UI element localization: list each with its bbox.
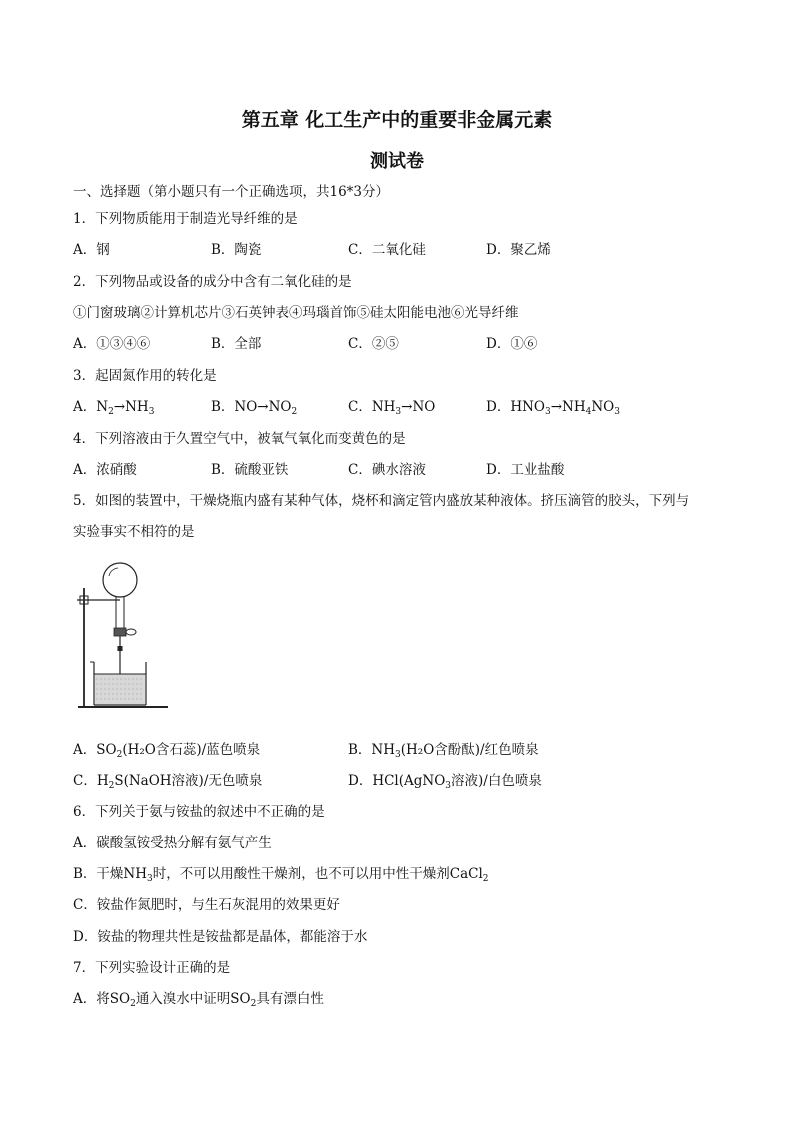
- question-1-stem: 1．下列物质能用于制造光导纤维的是: [73, 211, 298, 227]
- question-6-stem: 6．下列关于氨与铵盐的叙述中不正确的是: [73, 804, 325, 820]
- fountain-apparatus-figure: [74, 560, 174, 710]
- q1-option-b: B．陶瓷: [211, 242, 262, 258]
- q5-option-c: C．$H_2S(NaOH$溶液)/无色喷泉: [73, 773, 263, 791]
- q2-option-c: C．②⑤: [348, 336, 399, 352]
- q6-option-d: D．铵盐的物理共性是铵盐都是晶体，都能溶于水: [73, 929, 368, 945]
- question-3-stem: 3．起固氮作用的转化是: [73, 368, 217, 384]
- q2-option-d: D．①⑥: [486, 336, 538, 352]
- q6-option-a: A．碳酸氢铵受热分解有氨气产生: [73, 835, 272, 851]
- q1-option-a: A．钢: [73, 242, 110, 258]
- chapter-title: 第五章 化工生产中的重要非金属元素: [241, 109, 553, 131]
- test-subtitle: 测试卷: [370, 151, 424, 172]
- question-7-stem: 7．下列实验设计正确的是: [73, 960, 231, 976]
- q4-option-b: B．硫酸亚铁: [211, 462, 289, 478]
- q1-option-d: D．聚乙烯: [486, 242, 551, 258]
- q5-option-d: D．HCl(AgNO$_3$溶液)/白色喷泉: [348, 773, 542, 791]
- question-2-stem: 2．下列物品或设备的成分中含有二氧化硅的是: [73, 274, 352, 290]
- section-heading: 一、选择题（第小题只有一个正确选项，共16*3分）: [73, 184, 390, 200]
- q2-option-b: B．全部: [211, 336, 262, 352]
- q6-option-b: B．干燥$NH_3$时，不可以用酸性干燥剂，也不可以用中性干燥剂CaCl$_2$: [73, 866, 489, 884]
- q6-option-c: C．铵盐作氮肥时，与生石灰混用的效果更好: [73, 897, 340, 913]
- q7-option-a: A．将$SO_2$通入溴水中证明$SO_2$具有漂白性: [73, 991, 324, 1009]
- q3-option-b: B．$NO\to NO_2$: [211, 399, 298, 417]
- q5-option-b: B．$NH_3(H_2O$含酚酞)/红色喷泉: [348, 742, 539, 760]
- q2-option-a: A．①③④⑥: [73, 336, 151, 352]
- q4-option-d: D．工业盐酸: [486, 462, 565, 478]
- q3-option-d: D．$HNO_3\to NH_4NO_3$: [486, 399, 620, 417]
- question-2-items: ①门窗玻璃②计算机芯片③石英钟表④玛瑙首饰⑤硅太阳能电池⑥光导纤维: [73, 305, 519, 321]
- q4-option-a: A．浓硝酸: [73, 462, 137, 478]
- q3-option-a: A．$N_2\to NH_3$: [73, 399, 155, 417]
- q4-option-c: C．碘水溶液: [348, 462, 426, 478]
- question-4-stem: 4．下列溶液由于久置空气中，被氧气氧化而变黄色的是: [73, 431, 406, 447]
- q3-option-c: C．$NH_3\to NO$: [348, 399, 436, 417]
- question-5-stem-line2: 实验事实不相符的是: [73, 524, 195, 540]
- question-5-stem-line1: 5．如图的装置中，干燥烧瓶内盛有某种气体，烧杯和滴定管内盛放某种液体。挤压滴管的胶头，下列与: [73, 493, 690, 509]
- q1-option-c: C．二氧化硅: [348, 242, 426, 258]
- q5-option-a: A．$SO_2(H_2O$含石蕊)/蓝色喷泉: [73, 742, 261, 760]
